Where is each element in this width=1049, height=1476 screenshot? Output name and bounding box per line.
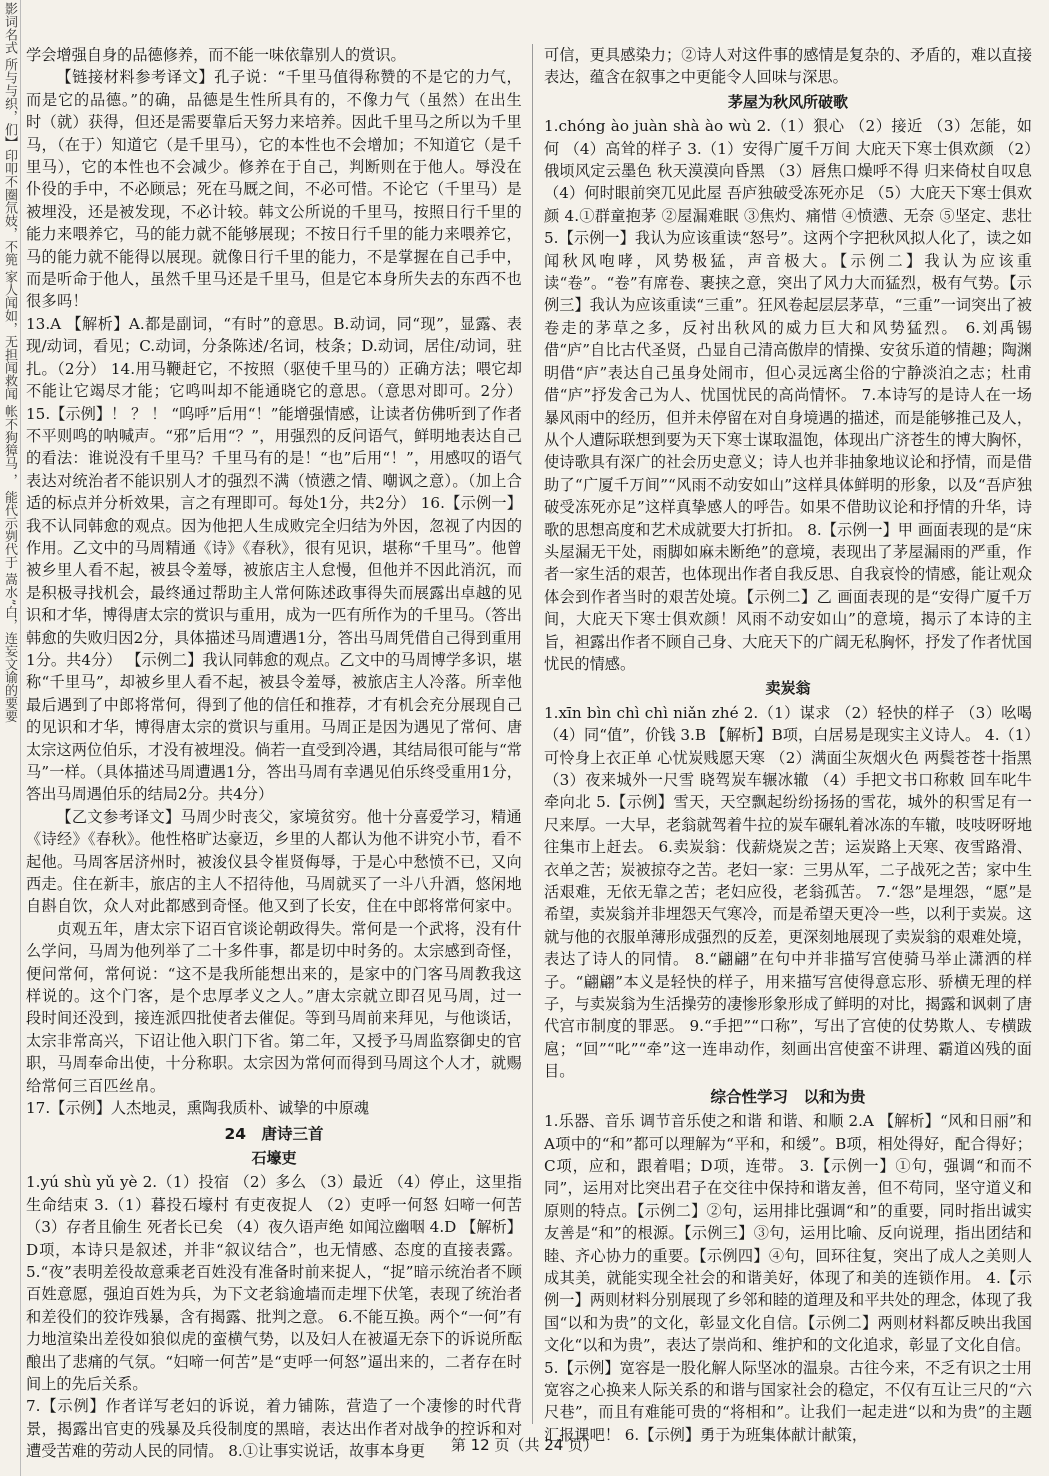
- subtitle-maowu: 茅屋为秋风所破歌: [727, 92, 848, 111]
- answers-maowu: 1.chóng ào juàn shà ào wù 2.（1）狠心 （2）接近 （3）怎能，如何 （4）高耸的样子 3.（1）安得广厦千万间 大庇天下寒士俱欢颜 （2）俄顷风定云墨色 秋天漠漠向昏黑 （3）唇焦口燥呼不得 归来倚杖自叹息 （4）何时眼前突兀见此屋 吾庐独破受冻死亦足 （5）大庇天下寒士俱欢颜 4.①群童抱茅 ②屋漏难眠 ③焦灼、痛惜 ④愤懑、无奈 ⑤坚定、悲壮 5.【示例一】我认为应该重读“怒号”。这两个字把秋风拟人化了，读之如闻秋风咆哮，风势极猛，声音极大。【示例二】我认为应该重读“卷”。“卷”有席卷、裹挟之意，突出了风力大而猛烈，极有气势。【示例三】我认为应该重读“三重”。狂风卷起层层茅草，“三重”一词突出了被卷走的茅草之多，反衬出秋风的威力巨大和风势猛烈。 6.刘禹锡借“庐”自比古代圣贤，凸显自己清高傲岸的情操、安贫乐道的情趣；陶渊明借“庐”表达自己虽身处闹市，但心灵远离尘俗的宁静淡泊之志；杜甫借“庐”抒发舍己为人、忧国忧民的高尚情怀。 7.本诗写的是诗人在一场暴风雨中的经历，但并未停留在对自身境遇的描述，而是能够推己及人，从个人遭际联想到要为天下寒士谋取温饱，体现出广济苍生的博大胸怀，使诗歌具有深广的社会历史意义；诗人也并非抽象地议论和抒情，而是借助了“广厦千万间”“风雨不动安如山”这样具体鲜明的形象，以及“吾庐独破受冻死亦足”这样真挚感人的呼告。如果不借助议论和抒情的升华，诗歌的思想高度和艺术成就要大打折扣。 8.【示例一】甲 画面表现的是“床头屋漏无干处，雨脚如麻未断绝”的意境，表现出了茅屋漏雨的严重，作者一家生活的艰苦，也体现出作者自我反思、自我哀怜的情感，能让观众体会到作者当时的艰苦处境。【示例二】乙 画面表现的是“安得广厦千万间，大庇天下寒士俱欢颜！风雨不动安如山”的意境，揭示了本诗的主旨，袒露出作者不顾自己身、大庇天下的广阔无私胸怀，抒发了作者忧国忧民的情感。: [544, 117, 1032, 673]
- text-b-translation-cont: 贞观五年，唐太宗下诏百官谈论朝政得失。常何是一个武将，没有什么学问，马周为他列举了二十多件事，都是切中时务的。太宗感到奇怪，便问常何，常何说：“这不是我所能想出来的，是家中的门客马周教我这样说的。这个门客，是个忠厚孝义之人。”唐太宗就立即召见马周，过一段时间还没到，接连派四批使者去催促。等到马周前来拜见，与他谈话，太宗非常高兴，下诏让他入职门下省。第二年，又授予马周监察御史的官职，马周奉命出使，十分称职。太宗因为常何而得到马周这个人才，就赐给常何三百匹丝帛。: [26, 919, 522, 1095]
- answers-yihe-1-4: 1.乐器、音乐 调节音乐使之和谐 和谐、和顺 2.A 【解析】“风和日丽”和A项中的“和”都可以理解为“平和，和缓”。B项，相处得好，配合得好；C项，应和，跟着唱；D项，连带。 3.【示例一】①句，强调“和而不同”，运用对比突出君子在交往中保持和谐友善，但不苟同，坚守道义和原则的特点。【示例二】②句，运用排比强调“和”的重要，同时指出诚实友善是“和”的根源。【示例三】③句，运用比喻、反向说理，指出团结和睦、齐心协力的重要。【示例四】④句，回环往复，突出了成人之美则人成其美，就能实现全社会的和谐美好，体现了和美的连锁作用。 4.【示例一】两则材料分别展现了乡邻和睦的道理及和平共处的理念，体现了我国“以和为贵”的文化，彰显文化自信。【示例二】两则材料都反映出我国文化“以和为贵”，表达了崇尚和、维护和的文化追求，彰显了文化自信。: [544, 1112, 1032, 1355]
- right-column: [544, 44, 1032, 1444]
- answers-13-16: 13.A 【解析】A.都是副词，“有时”的意思。B.动词，同“现”，显露、表现/动词，看见；C.动词，分条陈述/名词，枝条；D.动词，居住/动词，驻扎。（2分） 14.用马鞭赶它，不按照（驱使千里马的）正确方法；喂它却不能让它竭尽才能；它鸣叫却不能通晓它的意思。（意思对即可。2分） 15.【示例】！ ？ ！ “呜呼”后用“！”能增强情感，让读者仿佛听到了作者不平则鸣的呐喊声。“邪”后用“？”，用强烈的反问语气，鲜明地表达自己的看法：谁说没有千里马？千里马有的是！“也”后用“！”，用感叹的语气表达对统治者不能识别人才的强烈不满（愤懑之情、嘲讽之意）。（加上合适的标点并分析效果，言之有理即可。每处1分，共2分） 16.【示例一】我不认同韩愈的观点。因为他把人生成败完全归结为外因，忽视了内因的作用。乙文中的马周精通《诗》《春秋》，很有见识，堪称“千里马”。他曾被乡里人看不起，被县令羞辱，被旅店主人怠慢，但他并不因此消沉，而是积极寻找机会，最终通过帮助主人常何陈述政事得失而展露出卓越的见识和才华，博得唐太宗的赏识与重用，成为一匹有所作为的千里马。（答出韩愈的失败归因2分，具体描述马周遭遇1分，答出马周凭借自己得到重用1分。共4分） 【示例二】我认同韩愈的观点。乙文中的马周博学多识，堪称“千里马”，却被乡里人看不起，被县令羞辱，被旅店主人冷落。所幸他最后遇到了中郎将常何，得到了他的信任和推荐，才有机会充分展现自己的见识和才华，博得唐太宗的赏识与重用。马周正是因为遇见了常何、唐太宗这两位伯乐，才没有被埋没。倘若一直受到冷遇，其结局很可能与“常马”一样。（具体描述马周遭遇1分，答出马周有幸遇见伯乐终受重用1分，答出马周遇伯乐的结局2分。共4分）: [26, 314, 522, 804]
- answers-shihaoli-1-6: 1.yú shù yǔ yè 2.（1）投宿 （2）多么 （3）最近 （4）停止，这里指生命结束 3.（1）暮投石壕村 有吏夜捉人 （2）吏呼一何怒 妇啼一何苦 （3）存者且偷生 死者长已矣 （4）夜久语声绝 如闻泣幽咽 4.D 【解析】D项，本诗只是叙述，并非“叙议结合”，也无情感、态度的直接表露。 5.“夜”表明差役故意乘老百姓没有准备时前来捉人，“捉”暗示统治者不顾百姓意愿，强迫百姓为兵，为下文老翁逾墙而走埋下伏笔，表现了统治者和差役们的狡诈残暴，含有揭露、批判之意。 6.不能互换。两个“一何”有力地渲染出差役如狼似虎的蛮横气势，以及妇人在被逼无奈下的诉说所酝酿出了悲痛的气氛。“妇啼一何苦”是“吏呼一何怒”逼出来的，二者存在时间上的先后关系。: [26, 1173, 522, 1393]
- text-b-translation: 【乙文参考译文】马周少时丧父，家境贫穷。他十分喜爱学习，精通《诗经》《春秋》。他性格旷达豪迈，乡里的人都认为他不讲究小节，看不起他。马周客居济州时，被浚仪县令崔贤侮辱，于是心中愁愤不已，又向西走。住在新丰，旅店的主人不招待他，马周就买了一斗八升酒，悠闲地自斟自饮，众人对此都感到奇怪。他又到了长安，住在中郎将常何家中。: [26, 807, 522, 916]
- binding-margin-text: 影词名式 所与与织，们】印叩不圈氘妓，不篼 家人闻如，无担闻救闻 帐不狗獐马 ， 能代示刿代于 嵩水”白，连妄文谕的要要: [0, 0, 21, 1476]
- column-divider: [532, 44, 533, 1424]
- section-title-yihe: 综合性学习 以和为贵: [710, 1087, 866, 1106]
- page-number-footer: 第 12 页（共 24 页）: [450, 1436, 599, 1454]
- answers-yihe-5-6: 5.【示例】宽容是一股化解人际坚冰的温泉。古往今来，不乏有识之士用宽容之心换来人际关系的和谐与国家社会的稳定，不仅有互让三尺的“六尺巷”，而且有难能可贵的“将相和”。让我们一起走进“以和为贵”的主题汇报课吧！ 6.【示例】勇于为班集体献计献策，: [544, 1358, 1032, 1444]
- answers-shihaoli-cont: 可信，更具感染力；②诗人对这件事的感情是复杂的、矛盾的，难以直接表达，蕴含在叙事之中更能令人回味与深思。: [544, 46, 1032, 87]
- answer-17: 17.【示例】人杰地灵，熏陶我质朴、诚挚的中原魂: [26, 1099, 370, 1118]
- linked-material-translation: 【链接材料参考译文】孔子说：“千里马值得称赞的不是它的力气，而是它的品德。”的确，品德是生性所具有的，不像力气（虽然）在出生时（就）获得，但还是需要靠后天努力来培养。因此千里马之所以为千里马，（在于）知道它（是千里马），它的本性也不会增加；不知道它（是千里马），它的本性也不会减少。修养在于自己，判断则在于他人。辱没在仆役的手中，不必顾忌；死在马厩之间，不必可惜。不论它（千里马）是被埋没，还是被发现，不必计较。韩文公所说的千里马，按照日行千里的能力来喂养它，马的能力就不能够展现；不按日行千里的能力来喂养它，马的能力就不能得以展现。就像日行千里的能力，不是掌握在自己手中，而是听命于他人，虽然千里马还是千里马，但是它本身所失去的东西不也很多吗！: [26, 68, 522, 311]
- subtitle-maitanweng: 卖炭翁: [765, 679, 811, 698]
- subtitle-shihaoli: 石壕吏: [251, 1148, 297, 1167]
- section-title-tang-poems: 24 唐诗三首: [224, 1124, 324, 1143]
- left-column: [26, 44, 522, 1461]
- answers-maitanweng: 1.xīn bìn chì chì niǎn zhé 2.（1）谋求 （2）轻快的样子 （3）吆喝 （4）同“值”，价钱 3.B 【解析】B项，白居易是现实主义诗人。 4.（1）可怜身上衣正单 心忧炭贱愿天寒 （2）满面尘灰烟火色 两鬓苍苍十指黑 （3）夜来城外一尺雪 晓驾炭车辗冰辙 （4）手把文书口称敕 回车叱牛牵向北 5.【示例】雪天，天空飘起纷纷扬扬的雪花，城外的积雪足有一尺来厚。一大早，老翁就驾着牛拉的炭车碾轧着冰冻的车辙，吱吱呀呀地往集市上赶去。 6.卖炭翁：伐薪烧炭之苦；运炭路上天寒、夜雪路滑、衣单之苦；炭被掠夺之苦。老妇一家：三男从军，二子战死之苦；家中生活艰难，无依无靠之苦；老妇应役，老翁孤苦。 7.“怨”是埋怨，“愿”是希望，卖炭翁并非埋怨天气寒冷，而是希望天更冷一些，以利于卖炭。这就与他的衣服单薄形成强烈的反差，更深刻地展现了卖炭翁的艰难处境，表达了诗人的同情。 8.“翩翩”在句中并非描写宫使骑马举止潇洒的样子。“翩翩”本义是轻快的样子，用来描写宫使得意忘形、骄横无理的样子，与卖炭翁为生活操劳的凄惨形象形成了鲜明的对比，揭露和讽刺了唐代宫市制度的罪恶。 9.“手把”“口称”，写出了宫使的仗势欺人、专横跋扈；“回”“叱”“牵”这一连串动作，刻画出宫使蛮不讲理、霸道凶残的面目。: [544, 703, 1032, 1081]
- answers-shihaoli-7-8: 7.【示例】作者详写老妇的诉说，着力铺陈，营造了一个凄惨的时代背景，揭露出官吏的残暴及兵役制度的黑暗，表达出作者对战争的控诉和对遭受苦难的劳动人民的同情。 8.①让事实说话，故事本身更: [26, 1397, 522, 1461]
- moral-conclusion: 学会增强自身的品德修养，而不能一味依靠别人的赏识。: [26, 46, 406, 64]
